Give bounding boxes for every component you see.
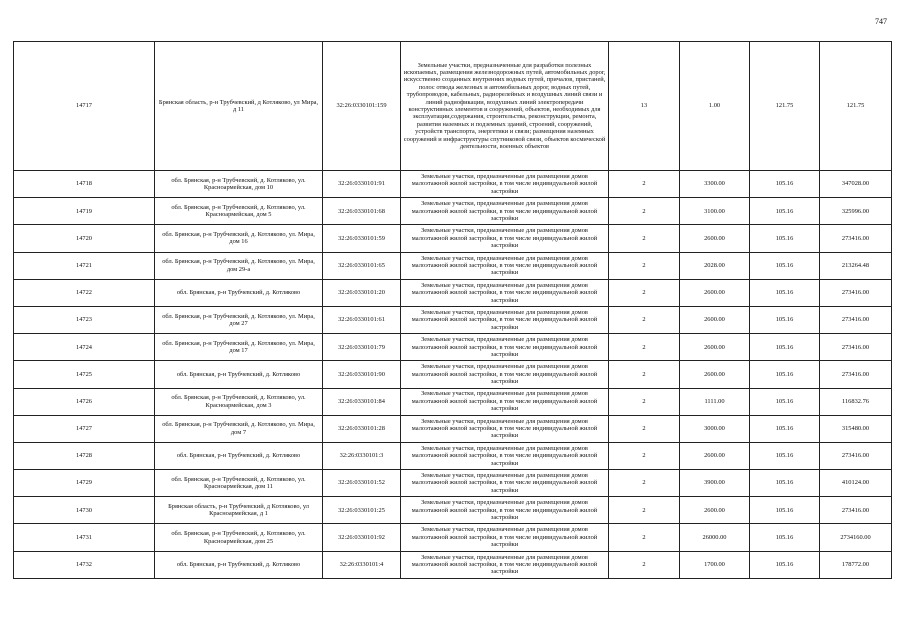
permitted-use-cell: Земельные участки, предназначенные для размещения домов малоэтажной жилой застройки, в том числе индивидуальной жилой застройки <box>401 198 609 225</box>
page-number: 747 <box>875 17 887 26</box>
area-cell: 2600.00 <box>680 306 750 333</box>
address-cell: обл. Брянская, р-н Трубчевский, д. Котляково, ул. Красноармейская, дом 10 <box>155 171 323 198</box>
record-number-cell: 14727 <box>14 415 155 442</box>
cadastral-value-cell: 273416.00 <box>820 361 892 388</box>
use-group-cell: 2 <box>609 171 680 198</box>
record-number-cell: 14717 <box>14 42 155 171</box>
specific-value-cell: 105.16 <box>750 279 820 306</box>
address-cell: обл. Брянская, р-н Трубчевский, д. Котляково, ул. Мира, дом 16 <box>155 225 323 252</box>
use-group-cell: 2 <box>609 198 680 225</box>
area-cell: 2028.00 <box>680 252 750 279</box>
record-number-cell: 14718 <box>14 171 155 198</box>
cadastral-value-cell: 178772.00 <box>820 551 892 578</box>
area-cell: 1111.00 <box>680 388 750 415</box>
table-row <box>14 470 892 497</box>
record-number-cell: 14728 <box>14 442 155 469</box>
use-group-cell: 2 <box>609 361 680 388</box>
address-cell: обл. Брянская, р-н Трубчевский, д. Котляково, ул. Мира, дом 29-а <box>155 252 323 279</box>
specific-value-cell: 105.16 <box>750 171 820 198</box>
area-cell: 1700.00 <box>680 551 750 578</box>
specific-value-cell: 105.16 <box>750 252 820 279</box>
specific-value-cell: 105.16 <box>750 442 820 469</box>
area-cell: 3300.00 <box>680 171 750 198</box>
record-number-cell: 14731 <box>14 524 155 551</box>
cadastral-value-cell: 121.75 <box>820 42 892 171</box>
permitted-use-cell: Земельные участки, предназначенные для размещения домов малоэтажной жилой застройки, в том числе индивидуальной жилой застройки <box>401 171 609 198</box>
cadastral-value-cell: 273416.00 <box>820 334 892 361</box>
cadastral-value-cell: 273416.00 <box>820 442 892 469</box>
use-group-cell: 13 <box>609 42 680 171</box>
permitted-use-cell: Земельные участки, предназначенные для размещения домов малоэтажной жилой застройки, в том числе индивидуальной жилой застройки <box>401 551 609 578</box>
permitted-use-cell: Земельные участки, предназначенные для размещения домов малоэтажной жилой застройки, в том числе индивидуальной жилой застройки <box>401 524 609 551</box>
cadastral-number-cell: 32:26:0330101:92 <box>323 524 401 551</box>
cadastral-value-cell: 213264.48 <box>820 252 892 279</box>
address-cell: обл. Брянская, р-н Трубчевский, д. Котляково <box>155 279 323 306</box>
use-group-cell: 2 <box>609 470 680 497</box>
table-row <box>14 497 892 524</box>
use-group-cell: 2 <box>609 442 680 469</box>
address-cell: обл. Брянская, р-н Трубчевский, д. Котляково <box>155 551 323 578</box>
permitted-use-cell: Земельные участки, предназначенные для размещения домов малоэтажной жилой застройки, в том числе индивидуальной жилой застройки <box>401 470 609 497</box>
specific-value-cell: 105.16 <box>750 306 820 333</box>
address-cell: Брянская область, р-н Трубчевский, д Котляково, ул Красноармейская, д 1 <box>155 497 323 524</box>
specific-value-cell: 105.16 <box>750 361 820 388</box>
address-cell: обл. Брянская, р-н Трубчевский, д. Котляково, ул. Красноармейская, дом 11 <box>155 470 323 497</box>
table-row <box>14 225 892 252</box>
cadastral-value-cell: 273416.00 <box>820 279 892 306</box>
specific-value-cell: 105.16 <box>750 415 820 442</box>
specific-value-cell: 105.16 <box>750 334 820 361</box>
use-group-cell: 2 <box>609 497 680 524</box>
record-number-cell: 14725 <box>14 361 155 388</box>
address-cell: обл. Брянская, р-н Трубчевский, д. Котляково <box>155 361 323 388</box>
registry-body <box>14 42 892 579</box>
address-cell: обл. Брянская, р-н Трубчевский, д. Котляково, ул. Мира, дом 27 <box>155 306 323 333</box>
use-group-cell: 2 <box>609 225 680 252</box>
cadastral-number-cell: 32:26:0330101:52 <box>323 470 401 497</box>
area-cell: 2600.00 <box>680 497 750 524</box>
address-cell: обл. Брянская, р-н Трубчевский, д. Котляково, ул. Красноармейская, дом 5 <box>155 198 323 225</box>
record-number-cell: 14720 <box>14 225 155 252</box>
table-row <box>14 524 892 551</box>
table-row <box>14 171 892 198</box>
cadastral-number-cell: 32:26:0330101:65 <box>323 252 401 279</box>
permitted-use-cell: Земельные участки, предназначенные для размещения домов малоэтажной жилой застройки, в том числе индивидуальной жилой застройки <box>401 415 609 442</box>
area-cell: 3100.00 <box>680 198 750 225</box>
specific-value-cell: 105.16 <box>750 497 820 524</box>
permitted-use-cell: Земельные участки, предназначенные для размещения домов малоэтажной жилой застройки, в том числе индивидуальной жилой застройки <box>401 361 609 388</box>
address-cell: обл. Брянская, р-н Трубчевский, д. Котляково, ул. Мира, дом 7 <box>155 415 323 442</box>
cadastral-value-cell: 315480.00 <box>820 415 892 442</box>
cadastral-value-cell: 325996.00 <box>820 198 892 225</box>
area-cell: 3000.00 <box>680 415 750 442</box>
record-number-cell: 14729 <box>14 470 155 497</box>
cadastral-number-cell: 32:26:0330101:59 <box>323 225 401 252</box>
specific-value-cell: 105.16 <box>750 225 820 252</box>
cadastral-number-cell: 32:26:0330101:61 <box>323 306 401 333</box>
use-group-cell: 2 <box>609 551 680 578</box>
use-group-cell: 2 <box>609 334 680 361</box>
record-number-cell: 14724 <box>14 334 155 361</box>
permitted-use-cell: Земельные участки, предназначенные для размещения домов малоэтажной жилой застройки, в том числе индивидуальной жилой застройки <box>401 497 609 524</box>
cadastral-number-cell: 32:26:0330101:20 <box>323 279 401 306</box>
area-cell: 2600.00 <box>680 442 750 469</box>
area-cell: 2600.00 <box>680 279 750 306</box>
record-number-cell: 14732 <box>14 551 155 578</box>
use-group-cell: 2 <box>609 415 680 442</box>
permitted-use-cell: Земельные участки, предназначенные для размещения домов малоэтажной жилой застройки, в том числе индивидуальной жилой застройки <box>401 225 609 252</box>
use-group-cell: 2 <box>609 279 680 306</box>
use-group-cell: 2 <box>609 252 680 279</box>
record-number-cell: 14719 <box>14 198 155 225</box>
cadastral-number-cell: 32:26:0330101:25 <box>323 497 401 524</box>
area-cell: 2600.00 <box>680 361 750 388</box>
cadastral-value-cell: 2734160.00 <box>820 524 892 551</box>
permitted-use-cell: Земельные участки, предназначенные для размещения домов малоэтажной жилой застройки, в том числе индивидуальной жилой застройки <box>401 306 609 333</box>
area-cell: 1.00 <box>680 42 750 171</box>
table-row <box>14 551 892 578</box>
address-cell: обл. Брянская, р-н Трубчевский, д. Котляково <box>155 442 323 469</box>
table-row <box>14 252 892 279</box>
cadastral-value-cell: 410124.00 <box>820 470 892 497</box>
cadastral-number-cell: 32:26:0330101:4 <box>323 551 401 578</box>
permitted-use-cell: Земельные участки, предназначенные для размещения домов малоэтажной жилой застройки, в том числе индивидуальной жилой застройки <box>401 388 609 415</box>
address-cell: обл. Брянская, р-н Трубчевский, д. Котляково, ул. Красноармейская, дом 25 <box>155 524 323 551</box>
table-row <box>14 198 892 225</box>
cadastral-value-cell: 116832.76 <box>820 388 892 415</box>
permitted-use-cell: Земельные участки, предназначенные для размещения домов малоэтажной жилой застройки, в том числе индивидуальной жилой застройки <box>401 442 609 469</box>
table-row <box>14 388 892 415</box>
record-number-cell: 14722 <box>14 279 155 306</box>
record-number-cell: 14723 <box>14 306 155 333</box>
specific-value-cell: 105.16 <box>750 388 820 415</box>
permitted-use-cell: Земельные участки, предназначенные для разработки полезных ископаемых, размещения железнодорожных путей, автомобильных дорог, искусственно созданных внутренних водных путей, причалов, пристаней, полос отвода железных и автомобильных дорог, водных путей, трубопроводов, кабельных, радиорелейных и воздушных линий связи и линий радиофикации, воздушных линий электропередачи конструктивных элементов и сооружений, объектов, необходимых для эксплуатации,содержания, строительства, реконструкции, ремонта, развития наземных и подземных зданий, строений, сооружений, устройств транспорта, энергетики и связи; размещения наземных сооружений и инфраструктуры спутниковой связи, объектов космической деятельности, военных объектов <box>401 42 609 171</box>
specific-value-cell: 105.16 <box>750 524 820 551</box>
specific-value-cell: 105.16 <box>750 551 820 578</box>
cadastral-number-cell: 32:26:0330101:91 <box>323 171 401 198</box>
use-group-cell: 2 <box>609 388 680 415</box>
land-registry-table <box>13 41 892 579</box>
use-group-cell: 2 <box>609 524 680 551</box>
permitted-use-cell: Земельные участки, предназначенные для размещения домов малоэтажной жилой застройки, в том числе индивидуальной жилой застройки <box>401 279 609 306</box>
permitted-use-cell: Земельные участки, предназначенные для размещения домов малоэтажной жилой застройки, в том числе индивидуальной жилой застройки <box>401 334 609 361</box>
cadastral-number-cell: 32:26:0330101:79 <box>323 334 401 361</box>
table-row <box>14 415 892 442</box>
record-number-cell: 14726 <box>14 388 155 415</box>
area-cell: 3900.00 <box>680 470 750 497</box>
table-row <box>14 279 892 306</box>
cadastral-number-cell: 32:26:0330101:3 <box>323 442 401 469</box>
record-number-cell: 14721 <box>14 252 155 279</box>
cadastral-number-cell: 32:26:0330101:90 <box>323 361 401 388</box>
cadastral-number-cell: 32:26:0330101:159 <box>323 42 401 171</box>
address-cell: обл. Брянская, р-н Трубчевский, д. Котляково, ул. Мира, дом 17 <box>155 334 323 361</box>
specific-value-cell: 121.75 <box>750 42 820 171</box>
permitted-use-cell: Земельные участки, предназначенные для размещения домов малоэтажной жилой застройки, в том числе индивидуальной жилой застройки <box>401 252 609 279</box>
area-cell: 26000.00 <box>680 524 750 551</box>
cadastral-value-cell: 273416.00 <box>820 225 892 252</box>
specific-value-cell: 105.16 <box>750 470 820 497</box>
cadastral-number-cell: 32:26:0330101:28 <box>323 415 401 442</box>
table-row <box>14 442 892 469</box>
table-row <box>14 334 892 361</box>
area-cell: 2600.00 <box>680 334 750 361</box>
cadastral-number-cell: 32:26:0330101:68 <box>323 198 401 225</box>
cadastral-value-cell: 273416.00 <box>820 306 892 333</box>
area-cell: 2600.00 <box>680 225 750 252</box>
address-cell: Брянская область, р-н Трубчевский, д Котляково, ул Мира, д 11 <box>155 42 323 171</box>
table-row <box>14 42 892 171</box>
cadastral-value-cell: 273416.00 <box>820 497 892 524</box>
specific-value-cell: 105.16 <box>750 198 820 225</box>
cadastral-value-cell: 347028.00 <box>820 171 892 198</box>
address-cell: обл. Брянская, р-н Трубчевский, д. Котляково, ул. Красноармейская, дом 3 <box>155 388 323 415</box>
table-row <box>14 306 892 333</box>
cadastral-number-cell: 32:26:0330101:84 <box>323 388 401 415</box>
table-row <box>14 361 892 388</box>
use-group-cell: 2 <box>609 306 680 333</box>
record-number-cell: 14730 <box>14 497 155 524</box>
